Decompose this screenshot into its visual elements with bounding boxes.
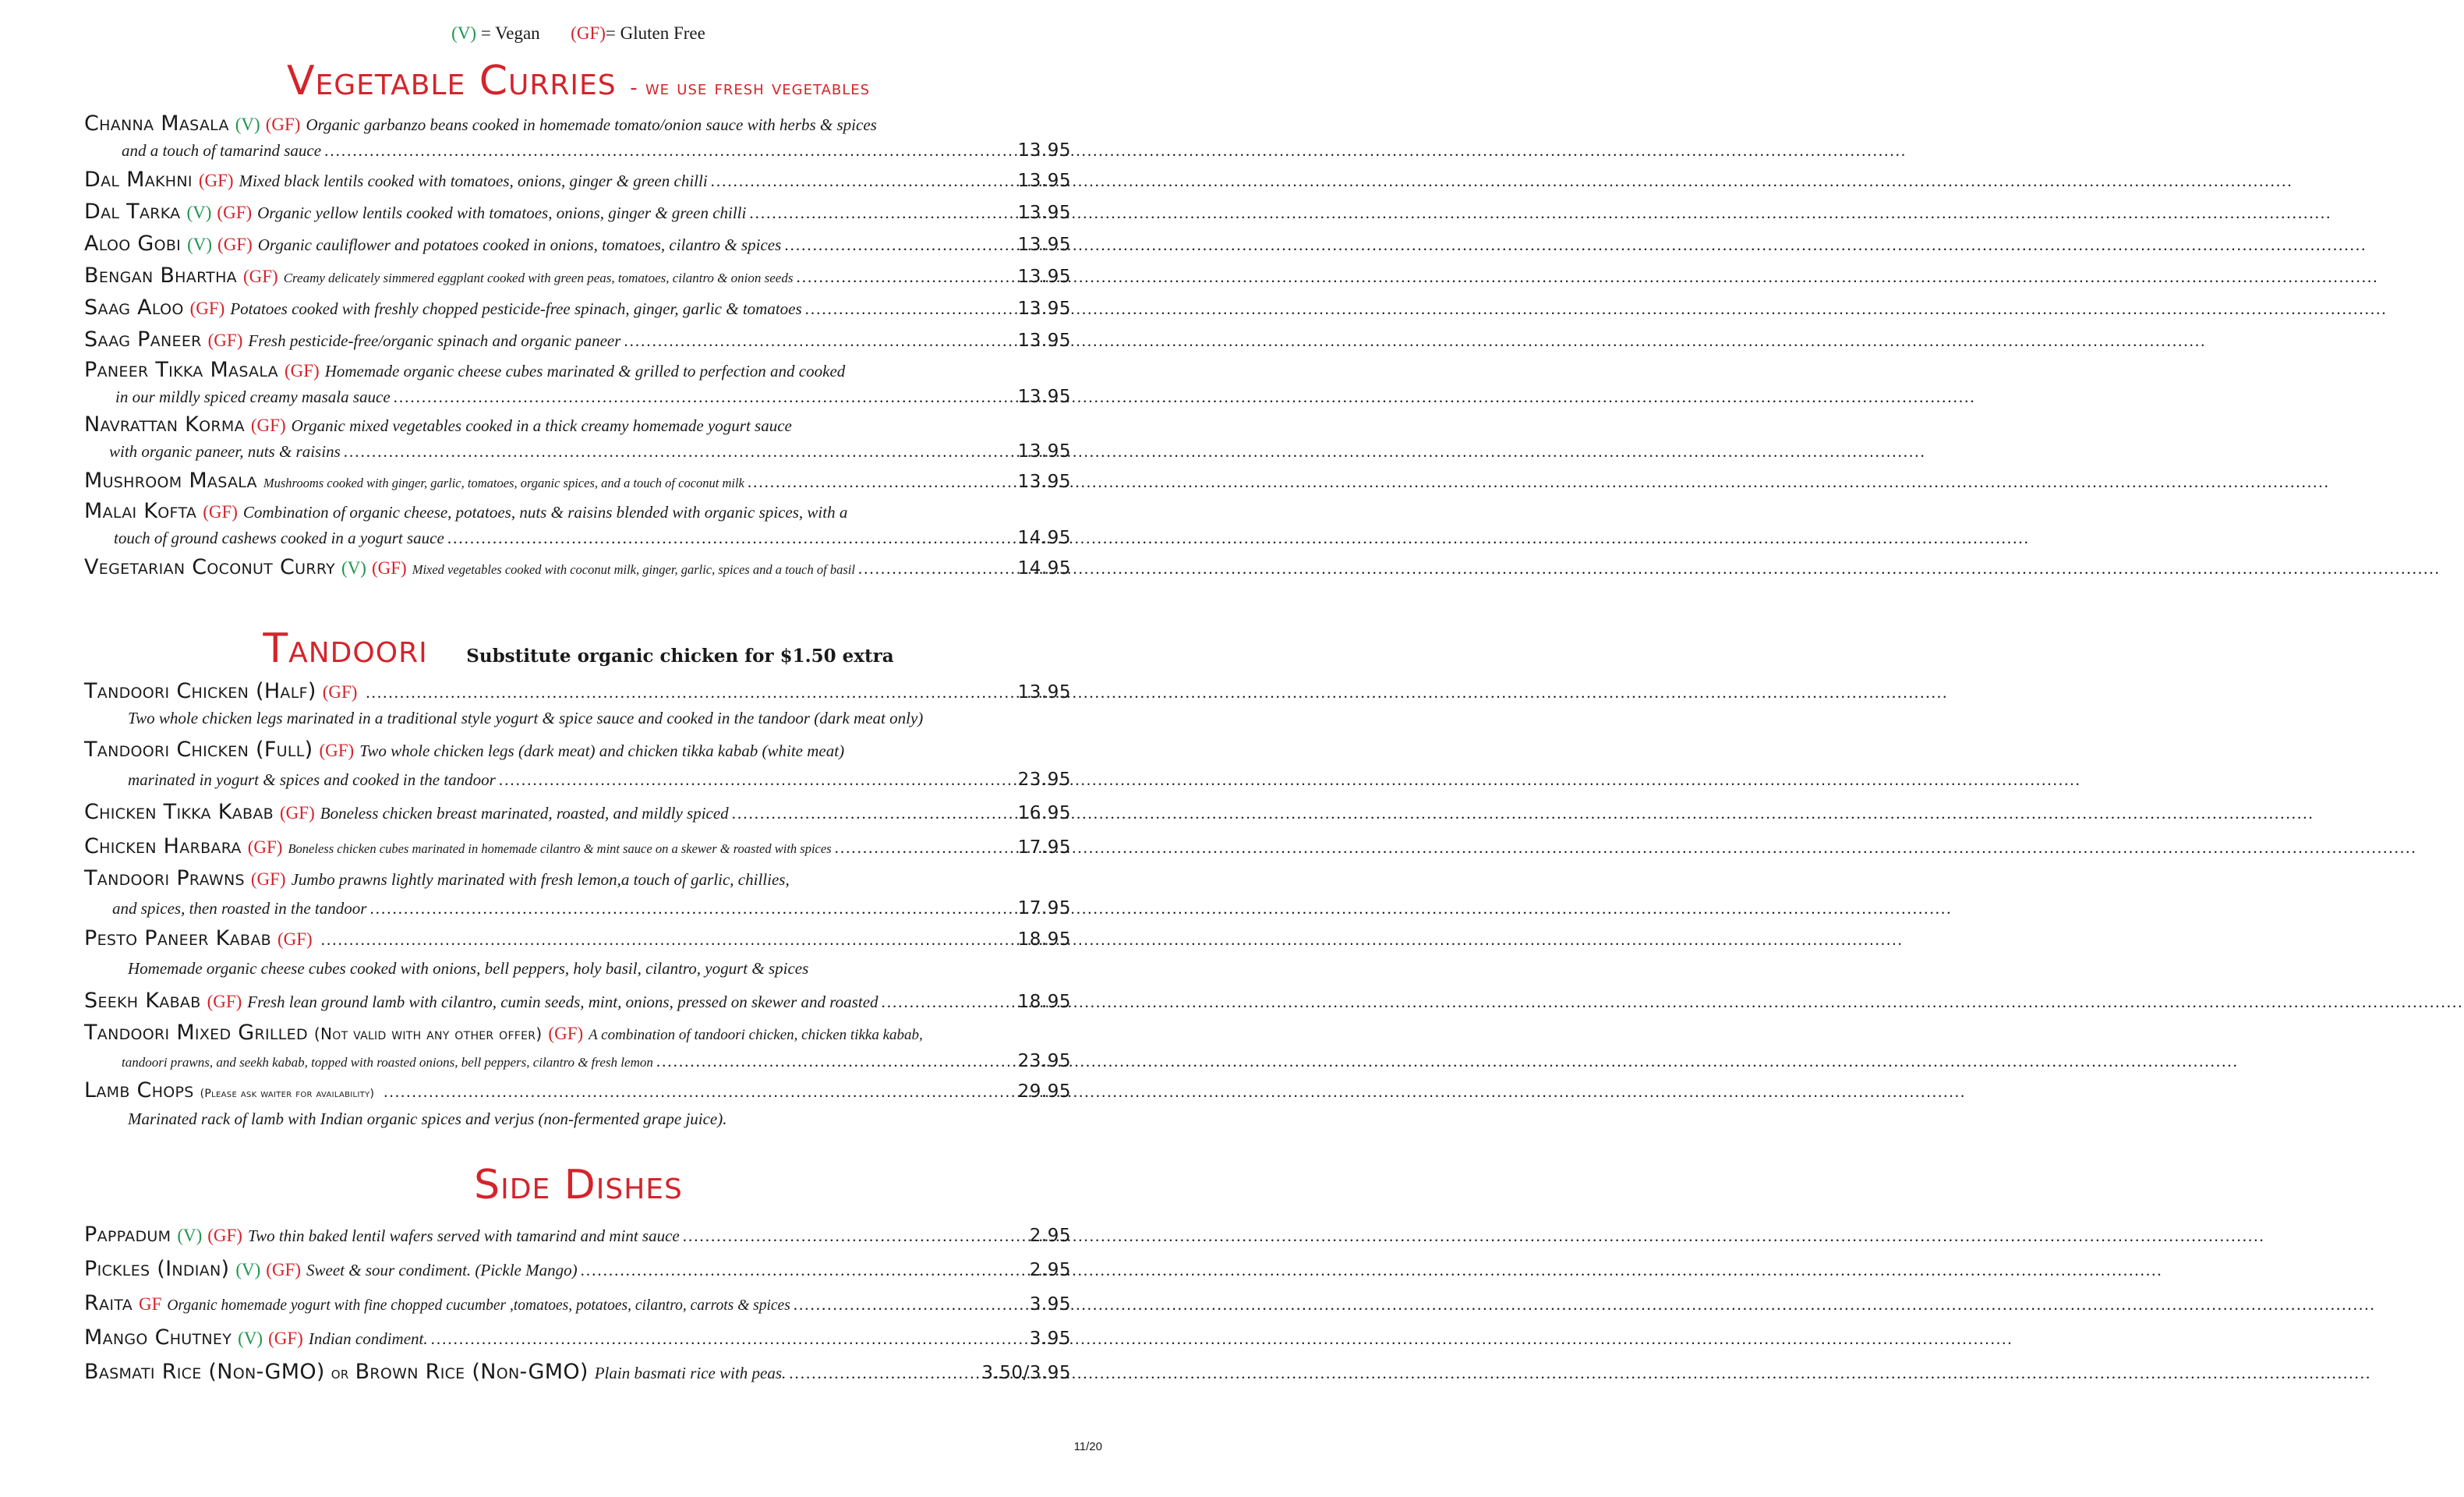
item-qualifier: (Not valid with any other offer)	[313, 1025, 543, 1043]
gluten-free-tag: GF	[139, 1294, 162, 1314]
item-description: Mixed black lentils cooked with tomatoes, onions, ginger & green chilli	[239, 172, 708, 190]
tandoori-list	[84, 677, 1071, 1132]
item-price: 13.95	[1017, 140, 1071, 161]
gluten-free-tag: (GF)	[242, 267, 278, 286]
section-title-tandoori	[0, 625, 1157, 672]
side-dishes-list	[84, 1218, 1071, 1389]
menu-item	[84, 260, 1071, 292]
menu-item	[84, 228, 1071, 260]
item-price: 17.95	[1017, 837, 1071, 858]
item-price: 3.95	[1029, 1329, 1071, 1349]
menu-item	[84, 1018, 1071, 1075]
menu-item	[84, 864, 1071, 924]
item-name: Bengan Bhartha	[84, 264, 237, 288]
leader-dots	[581, 1253, 1027, 1287]
leader-dots	[369, 893, 1014, 924]
item-name: Basmati Rice (Non-GMO)	[84, 1360, 325, 1384]
item-price: 13.95	[1017, 441, 1071, 462]
item-name: Saag Paneer	[84, 327, 202, 352]
item-description-cont: touch of ground cashews cooked in a yogurt sauce	[114, 529, 444, 547]
leader-dots	[882, 985, 1015, 1019]
legend-equals: =	[605, 23, 616, 43]
menu-item	[84, 1218, 1071, 1252]
item-name: Pesto Paneer Kabab	[84, 926, 271, 950]
menu-item	[84, 735, 1071, 795]
gluten-free-tag: (GF)	[207, 331, 243, 350]
item-name: Channa Masala	[84, 111, 229, 136]
leader-dots	[394, 384, 1015, 410]
item-description: Combination of organic cheese, potatoes, nuts & raisins blended with organic spices, with a	[242, 503, 848, 522]
item-name: Chicken Harbara	[84, 834, 242, 858]
item-price: 13.95	[1017, 299, 1071, 319]
menu-item	[84, 1321, 1071, 1355]
item-description: Sweet & sour condiment. (Pickle Mango)	[306, 1261, 578, 1279]
vegan-tag: (V)	[186, 203, 212, 222]
section-title: Tandoori	[263, 625, 428, 672]
page-number: 11/20	[1073, 1440, 1102, 1453]
leader-dots	[748, 466, 1015, 498]
gluten-free-tag: (GF)	[189, 299, 225, 318]
gluten-free-tag: (GF)	[250, 869, 286, 889]
vegan-tag: (V)	[451, 23, 477, 43]
legend-equals: =	[480, 23, 491, 43]
leader-dots	[805, 293, 1015, 325]
item-description: Fresh pesticide-free/organic spinach and organic paneer	[248, 331, 621, 350]
menu-item	[84, 356, 1071, 410]
item-name: Paneer Tikka Masala	[84, 358, 278, 382]
item-price: 13.95	[1017, 387, 1071, 407]
leader-dots	[366, 678, 1014, 707]
gluten-free-tag: (GF)	[266, 1260, 302, 1279]
item-price: 3.95	[1029, 1294, 1071, 1315]
item-price: 18.95	[1017, 929, 1071, 950]
vegan-tag: (V)	[235, 1260, 261, 1279]
item-description: Indian condiment.	[308, 1329, 428, 1348]
menu-item	[84, 497, 1071, 551]
section-subtitle: - we use fresh vegetables	[630, 76, 871, 100]
gluten-free-tag: (GF)	[319, 741, 355, 760]
item-description: Homemade organic cheese cubes cooked with onions, bell peppers, holy basil, cilantro, yogurt & spices	[128, 959, 809, 978]
section-note: Substitute organic chicken for $1.50 extra	[466, 646, 894, 667]
menu-item	[84, 164, 1071, 196]
vegetable-curries-list	[84, 109, 1071, 583]
item-name: Pickles (Indian)	[84, 1257, 230, 1281]
item-name: Pappadum	[84, 1223, 171, 1247]
vegan-tag: (V)	[187, 235, 213, 254]
section-title: Vegetable Curries	[286, 58, 617, 104]
menu-item	[84, 1252, 1071, 1286]
leader-dots	[732, 796, 1015, 830]
gluten-free-tag: (GF)	[217, 203, 253, 222]
leader-dots	[835, 830, 1015, 865]
item-price: 23.95	[1017, 770, 1071, 790]
item-name: Dal Tarka	[84, 200, 181, 224]
item-price: 13.95	[1017, 682, 1071, 702]
item-description: Two thin baked lentil wafers served with tamarind and mint sauce	[247, 1226, 680, 1245]
item-price: 14.95	[1017, 528, 1071, 548]
item-description: Marinated rack of lamb with Indian organic spices and verjus (non-fermented grape juice).	[128, 1109, 727, 1128]
leader-dots	[384, 1076, 1014, 1107]
menu-item	[84, 795, 1071, 830]
menu-page	[0, 0, 1157, 1497]
leader-dots	[683, 1219, 1027, 1253]
item-description-cont: with organic paneer, nuts & raisins	[109, 442, 341, 461]
item-name: Saag Aloo	[84, 296, 184, 320]
leader-dots	[499, 764, 1015, 795]
menu-item	[84, 830, 1071, 864]
item-price: 13.95	[1017, 235, 1071, 255]
gluten-free-tag: (GF)	[247, 837, 283, 857]
gluten-free-tag: (GF)	[198, 171, 234, 190]
item-name: Aloo Gobi	[84, 232, 182, 256]
item-description: Two whole chicken legs marinated in a traditional style yogurt & spice sauce and cooked in the tandoor (dark meat only)	[128, 709, 924, 727]
item-qualifier: (Please ask waiter for availability)	[200, 1088, 375, 1100]
section-title-vegetable-curries	[0, 58, 1157, 104]
menu-item	[84, 1286, 1071, 1321]
leader-dots	[749, 197, 1014, 229]
vegan-label: Vegan	[495, 23, 540, 43]
item-description: Organic cauliflower and potatoes cooked in onions, tomatoes, cilantro & spices	[257, 235, 782, 254]
item-name: Raita	[84, 1291, 133, 1315]
item-description: Organic yellow lentils cooked with tomatoes, onions, ginger & green chilli	[257, 203, 747, 222]
item-description: Organic mixed vegetables cooked in a thick creamy homemade yogurt sauce	[291, 416, 792, 435]
item-price: 2.95	[1029, 1260, 1071, 1280]
item-price: 17.95	[1017, 898, 1071, 918]
item-name: Tandoori Mixed Grilled	[84, 1021, 308, 1045]
item-description: Fresh lean ground lamb with cilantro, cumin seeds, mint, onions, pressed on skewer and roasted	[247, 993, 878, 1011]
item-name: Vegetarian Coconut Curry	[84, 555, 336, 579]
leader-dots	[796, 261, 1014, 293]
leader-dots	[447, 526, 1015, 551]
item-description: Two whole chicken legs (dark meat) and chicken tikka kabab (white meat)	[359, 741, 845, 760]
gluten-free-tag: (GF)	[277, 929, 313, 949]
menu-item	[84, 324, 1071, 356]
item-description: Mushrooms cooked with ginger, garlic, tomatoes, organic spices, and a touch of coconut milk	[263, 476, 744, 490]
item-description: Boneless chicken cubes marinated in homemade cilantro & mint sauce on a skewer & roasted with spices	[288, 841, 832, 856]
menu-item	[84, 1075, 1071, 1132]
leader-dots	[858, 553, 1015, 585]
gluten-free-tag: (GF)	[207, 992, 242, 1011]
item-connector: or	[331, 1364, 349, 1383]
item-description-cont: marinated in yogurt & spices and cooked in the tandoor	[128, 770, 496, 789]
item-price: 3.50/3.95	[981, 1363, 1071, 1383]
leader-dots	[784, 229, 1014, 261]
item-description: Organic garbanzo beans cooked in homemade tomato/onion sauce with herbs & spices	[306, 115, 877, 134]
gluten-free-tag: (GF)	[268, 1329, 303, 1348]
item-description: A combination of tandoori chicken, chicken tikka kabab,	[589, 1027, 923, 1043]
gluten-free-tag: (GF)	[217, 235, 253, 254]
item-price: 13.95	[1017, 267, 1071, 287]
item-price: 2.95	[1029, 1226, 1071, 1246]
item-name-alt: Brown Rice (Non-GMO)	[355, 1360, 589, 1384]
leader-dots	[431, 1322, 1027, 1356]
item-name: Navrattan Korma	[84, 412, 245, 437]
dietary-legend	[0, 23, 1157, 44]
menu-item	[84, 292, 1071, 324]
item-name: Chicken Tikka Kabab	[84, 800, 274, 824]
gluten-free-tag: (GF)	[207, 1226, 242, 1245]
menu-item	[84, 1355, 1071, 1389]
item-description: Boneless chicken breast marinated, roasted, and mildly spiced	[320, 804, 729, 823]
menu-item	[84, 196, 1071, 228]
leader-dots	[794, 1287, 1027, 1322]
item-name: Tandoori Prawns	[84, 866, 245, 890]
menu-item	[84, 984, 1071, 1018]
item-description: Plain basmati rice with peas.	[594, 1364, 787, 1382]
gluten-free-tag: (GF)	[203, 502, 238, 522]
item-price: 16.95	[1017, 803, 1071, 823]
vegan-tag: (V)	[177, 1226, 203, 1245]
item-name: Malai Kofta	[84, 499, 197, 523]
item-name: Tandoori Chicken (Half)	[84, 679, 316, 703]
gluten-free-tag: (GF)	[571, 23, 606, 43]
item-description: Jumbo prawns lightly marinated with fresh lemon,a touch of garlic, chillies,	[291, 870, 790, 889]
menu-item	[84, 109, 1071, 164]
item-name: Tandoori Chicken (Full)	[84, 738, 313, 762]
item-price: 13.95	[1017, 171, 1071, 191]
item-name: Lamb Chops	[84, 1078, 194, 1102]
item-price: 13.95	[1017, 331, 1071, 351]
menu-item	[84, 551, 1071, 583]
gluten-free-tag: (GF)	[322, 682, 358, 702]
section-title-side-dishes	[0, 1162, 1157, 1209]
menu-item	[84, 465, 1071, 497]
menu-item	[84, 924, 1071, 984]
leader-dots	[344, 439, 1015, 465]
leader-dots	[324, 138, 1015, 164]
menu-item	[84, 410, 1071, 465]
leader-dots	[656, 1047, 1015, 1075]
vegan-tag: (V)	[235, 115, 260, 134]
gluten-free-label: Gluten Free	[620, 23, 705, 43]
item-description: Homemade organic cheese cubes marinated & grilled to perfection and cooked	[324, 362, 846, 380]
item-description: Potatoes cooked with freshly chopped pesticide-free spinach, ginger, garlic & tomatoes	[230, 299, 802, 318]
item-description-cont: and spices, then roasted in the tandoor	[112, 899, 367, 918]
item-name: Dal Makhni	[84, 168, 193, 192]
item-price: 13.95	[1017, 203, 1071, 223]
item-name: Mushroom Masala	[84, 469, 257, 493]
gluten-free-tag: (GF)	[548, 1024, 584, 1043]
gluten-free-tag: (GF)	[371, 558, 407, 578]
leader-dots	[711, 165, 1015, 197]
vegan-tag: (V)	[341, 558, 366, 578]
gluten-free-tag: (GF)	[250, 416, 286, 435]
item-name: Seekh Kabab	[84, 989, 201, 1013]
item-description: Organic homemade yogurt with fine chopped cucumber ,tomatoes, potatoes, cilantro, carrots & spices	[167, 1297, 790, 1314]
leader-dots	[624, 325, 1014, 357]
gluten-free-tag: (GF)	[284, 361, 320, 380]
item-price: 29.95	[1017, 1081, 1071, 1102]
item-description-cont: in our mildly spiced creamy masala sauce	[115, 388, 391, 406]
item-description-cont: and a touch of tamarind sauce	[122, 141, 322, 160]
section-title: Side Dishes	[474, 1162, 683, 1209]
vegan-tag: (V)	[238, 1329, 263, 1348]
item-price: 13.95	[1017, 472, 1071, 492]
item-price: 14.95	[1017, 558, 1071, 579]
leader-dots	[321, 925, 1015, 954]
menu-item	[84, 677, 1071, 735]
item-description: Creamy delicately simmered eggplant cooked with green peas, tomatoes, cilantro & onion seeds	[283, 271, 794, 285]
item-price: 18.95	[1017, 992, 1071, 1012]
leader-dots	[789, 1356, 978, 1390]
gluten-free-tag: (GF)	[280, 803, 315, 823]
item-price: 23.95	[1017, 1051, 1071, 1071]
item-description-cont: tandoori prawns, and seekh kabab, topped with roasted onions, bell peppers, cilantro & fresh lemon	[122, 1055, 653, 1070]
gluten-free-tag: (GF)	[265, 115, 301, 134]
item-description: Mixed vegetables cooked with coconut milk, ginger, garlic, spices and a touch of basil	[412, 562, 855, 577]
item-name: Mango Chutney	[84, 1325, 232, 1350]
